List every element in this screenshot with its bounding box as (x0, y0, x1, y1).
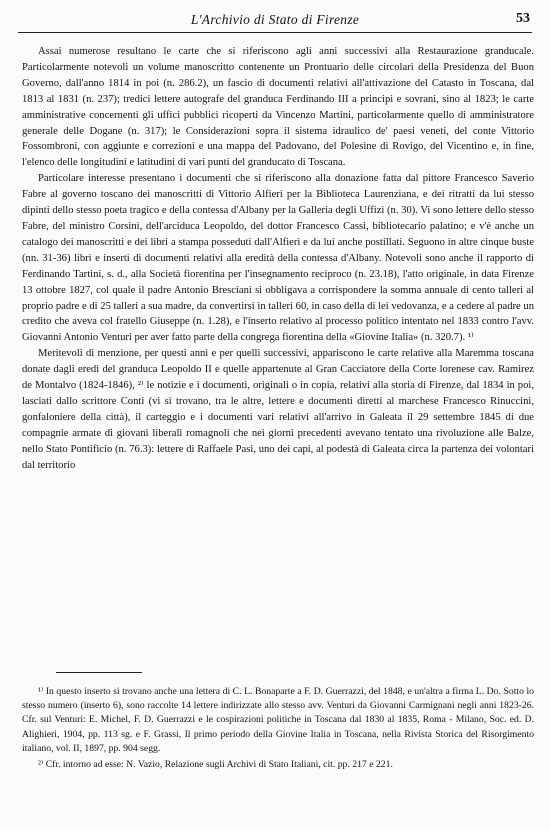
paragraph-maremma: Meritevoli di menzione, per questi anni e per quelli successivi, appariscono le carte relative alla Maremma toscana donate dagli eredi del granduca Leopoldo II e quelle appartenute al Gran Cacciatore della Corte lorenese cav. Ramirez de Montalvo (1824-1846), ²⁾ le notizie e i documenti, originali o in copia, relativi alla storia di Firenze, dal 1834 in poi, lasciati dallo scrittore Conti (vi si trovano, tra le altre, lettere e documenti diretti al marchese Francesco Rinuccini, gonfaloniere della città), il carteggio e i documenti vari relativi all'arrivo in Galeata il 29 settembre 1845 di due compagnie armate di giovani liberali romagnoli che nei giorni precedenti avevano tentato una rivoluzione alle Balze, nello Stato Pontificio (n. 76.3): lettere di Raffaele Pasi, uno dei capi, al podestà di Galeata circa la partenza dei volontari dal territorio (22, 348, 534, 471)
footnote-separator (56, 672, 142, 673)
footnote-1: ¹⁾ In questo inserto si trovano anche una lettera di C. L. Bonaparte a F. D. Guerrazzi, del 1848, e un'altra a firma L. Do. Sotto lo stesso numero (inserto 6), sono raccolte 14 lettere indirizzate allo stesso avv. Venturi da Giovanni Carmignani negli anni 1823-26. Cfr. sul Venturi: E. Michel, F. D. Guerrazzi e le cospirazioni politiche in Toscana dal 1830 al 1835, Roma - Milano, Soc. ed. D. Alighieri, 1904, pp. 113 sg. e F. Grassi, Il primo periodo della Giovine Italia in Toscana, nella Rivista Storica del Risorgimento italiano, vol. II, 1897, pp. 904 segg. (22, 686, 534, 754)
footnote-2: ²⁾ Cfr. intorno ad esse: N. Vazio, Relazione sugli Archivi di Stato Italiani, cit. pp. 217 e 221. (38, 759, 393, 771)
paragraph-restaurazione: Assai numerose resultano le carte che si riferiscono agli anni successivi alla Restaurazione granducale. Particolarmente notevoli un volume manoscritto contenente un Prontuario delle circolari della Presidenza del Buon Governo, dall'anno 1814 in poi (n. 286.2), un fascio di documenti relativi all'attivazione del Catasto in Toscana, dal 1813 al 1831 (n. 237); tredici lettere autografe del granduca Ferdinando III a principi e sovrani, sino al 1823; le carte amministrative concernenti gli uffici pubblici ricoperti da Vincenzo Martini, particolarmente quello di amministratore generale delle Dogane (n. 317); le Considerazioni sopra il sistema idraulico de' paesi veneti, del conte Vittorio Fossombroni, con aggiunte e correzioni e una mappa del Padovano, del Polesine di Rovigo, del Vicentino e, in fine, l'elenco delle longitudini e latitudini di vari punti del granducato di Toscana. (22, 46, 534, 169)
running-header (18, 10, 532, 33)
page-number: 53 (516, 11, 530, 26)
running-title: L'Archivio di Stato di Firenze (190, 12, 360, 27)
footnotes (22, 685, 534, 772)
main-text (22, 44, 534, 473)
paragraph-donazione-fabre: Particolare interesse presentano i documenti che si riferiscono alla donazione fatta dal pittore Francesco Saverio Fabre al governo toscano dei manoscritti di Vittorio Alfieri per la Biblioteca Laurenziana, e dei ritratti da lui stesso dipinti dello stesso poeta tragico e della contessa d'Albany per la Galleria degli Uffizi (n. 30). Vi sono lettere dello stesso Fabre, del ministro Corsini, dell'arciduca Leopoldo, del dottor Francesco Cassi, bibliotecario palatino; e v'è anche un catalogo dei manoscritti e dei libri a stampa posseduti dall'Alfieri e da lui anche postillati. Seguono in altre cinque buste (nn. 31-36) libri e inserti di documenti relativi alla eredità della contessa d'Albany. Notevoli sono anche il rapporto di Ferdinando Tartini, s. d., alla Società fiorentina per l'insegnamento reciproco (n. 23.18), l'atto originale, in data Firenze 13 ottobre 1827, col quale il padre Antonio Bresciani si obbligava a corrispondere la somma annuale di cento talleri al proprio padre e di 25 talleri a sua madre, da convertirsi in talleri 60, in caso della di lei vedovanza, e a cedere al padre un credito che aveva col fratello Giuseppe (n. 1.28), e l'inserto relativo al processo politico intentato nel 1833 contro l'avv. Giovanni Antonio Venturi per aver fatto parte della congrega fiorentina della «Giovine Italia» (n. 320.7). ¹⁾ (22, 173, 534, 344)
